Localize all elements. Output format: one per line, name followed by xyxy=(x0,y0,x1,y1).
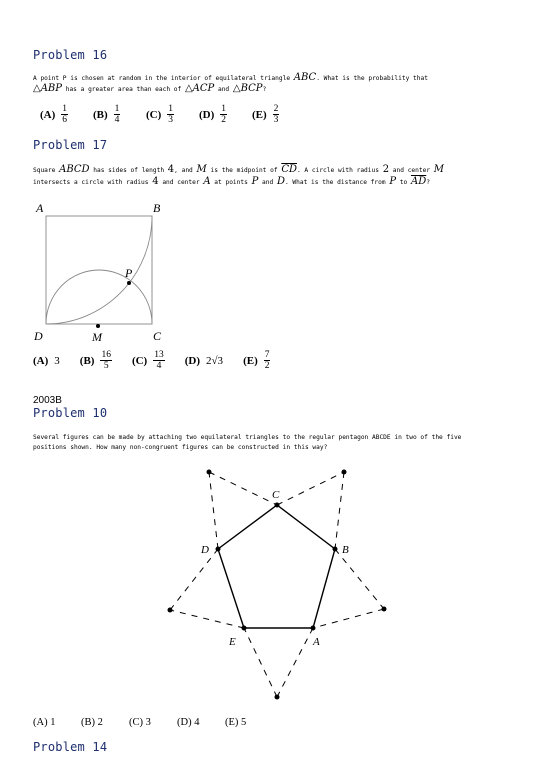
point-m xyxy=(96,324,100,328)
label-a: A xyxy=(36,201,44,215)
vertex-dot xyxy=(333,547,338,552)
label-c: C xyxy=(153,329,162,343)
problem-16-text-line1: A point P is chosen at random in the interior of equilateral triangle ABC. What is the probability that xyxy=(33,72,428,83)
pentagon-abcde xyxy=(218,505,335,628)
year-label: 2003B xyxy=(33,395,62,406)
problem-10-choice: (D) 4 xyxy=(177,717,200,728)
problem-17-answer-choices: (A) 3 (B) $\frac{16}{5}$ (C) $\frac{13}{4}$ (D) 2√3 (E) $\frac{7}{2}$ xyxy=(33,350,270,371)
dashed-edge xyxy=(335,549,384,609)
problem-10-heading: Problem 10 xyxy=(33,406,108,420)
vertex-dot xyxy=(168,608,173,613)
dashed-edge xyxy=(170,610,244,628)
label-m: M xyxy=(92,330,102,344)
problem-10-choice: (B) 2 xyxy=(81,717,103,728)
problem-10-text-line2: positions shown. How many non-congruent figures can be constructed in this way? xyxy=(33,444,328,451)
dashed-edge xyxy=(244,628,277,697)
vertex-dot xyxy=(275,503,280,508)
dashed-edge xyxy=(209,472,277,505)
problem-17-text-line2: intersects a circle with radius 4 and center A at points P and D. What is the distance from P to $\overline{AD}$? xyxy=(33,176,430,187)
label-b: B xyxy=(153,201,161,215)
vertex-dot xyxy=(311,626,316,631)
problem-10-text-line1: Several figures can be made by attaching two equilateral triangles to the regular pentagon ABCDE in two of the five xyxy=(33,434,462,441)
label-d: D xyxy=(201,544,209,556)
dashed-edge xyxy=(335,472,344,549)
label-a: A xyxy=(313,636,320,648)
label-b: B xyxy=(342,544,349,556)
label-e: E xyxy=(229,636,236,648)
problem-10-choice: (E) 5 xyxy=(225,717,247,728)
vertex-dot xyxy=(207,470,212,475)
problem-16-choice: (D) $\frac{1}{2}$ xyxy=(199,104,227,125)
vertex-dot xyxy=(275,695,280,700)
label-p: P xyxy=(125,266,133,280)
problem-10-figure xyxy=(168,470,387,700)
problem-10-choice: (C) 3 xyxy=(129,717,151,728)
problem-16-choice: (C) $\frac{1}{3}$ xyxy=(146,104,174,125)
point-p xyxy=(127,281,131,285)
problem-17-text-line1: Square ABCD has sides of length 4, and M is the midpoint of $\overline{CD}$. A circle with radius 2 and center M xyxy=(33,164,445,175)
problem-16-heading: Problem 16 xyxy=(33,48,108,62)
problem-16-choice: (A) $\frac{1}{6}$ xyxy=(40,104,68,125)
vertex-dot xyxy=(216,547,221,552)
dashed-edge xyxy=(277,472,344,505)
vertex-dot xyxy=(342,470,347,475)
vertex-dot xyxy=(242,626,247,631)
problem-10-choice: (A) 1 xyxy=(33,717,56,728)
vertex-dot xyxy=(382,607,387,612)
label-d: D xyxy=(34,329,43,343)
semicircle-center-m xyxy=(46,270,152,324)
problem-16-text-line2: △ABP has a greater area than each of △ACP and △BCP? xyxy=(33,83,267,94)
problem-16-choice: (E) $\frac{2}{3}$ xyxy=(252,104,279,125)
problem-17-heading: Problem 17 xyxy=(33,138,108,152)
dashed-edge xyxy=(209,472,218,549)
problem-16-choice: (B) $\frac{1}{4}$ xyxy=(93,104,120,125)
dashed-edge xyxy=(313,609,384,628)
label-c: C xyxy=(272,489,280,501)
dashed-edge xyxy=(277,628,313,697)
dashed-edge xyxy=(170,549,218,610)
problem-14-heading: Problem 14 xyxy=(33,740,108,754)
